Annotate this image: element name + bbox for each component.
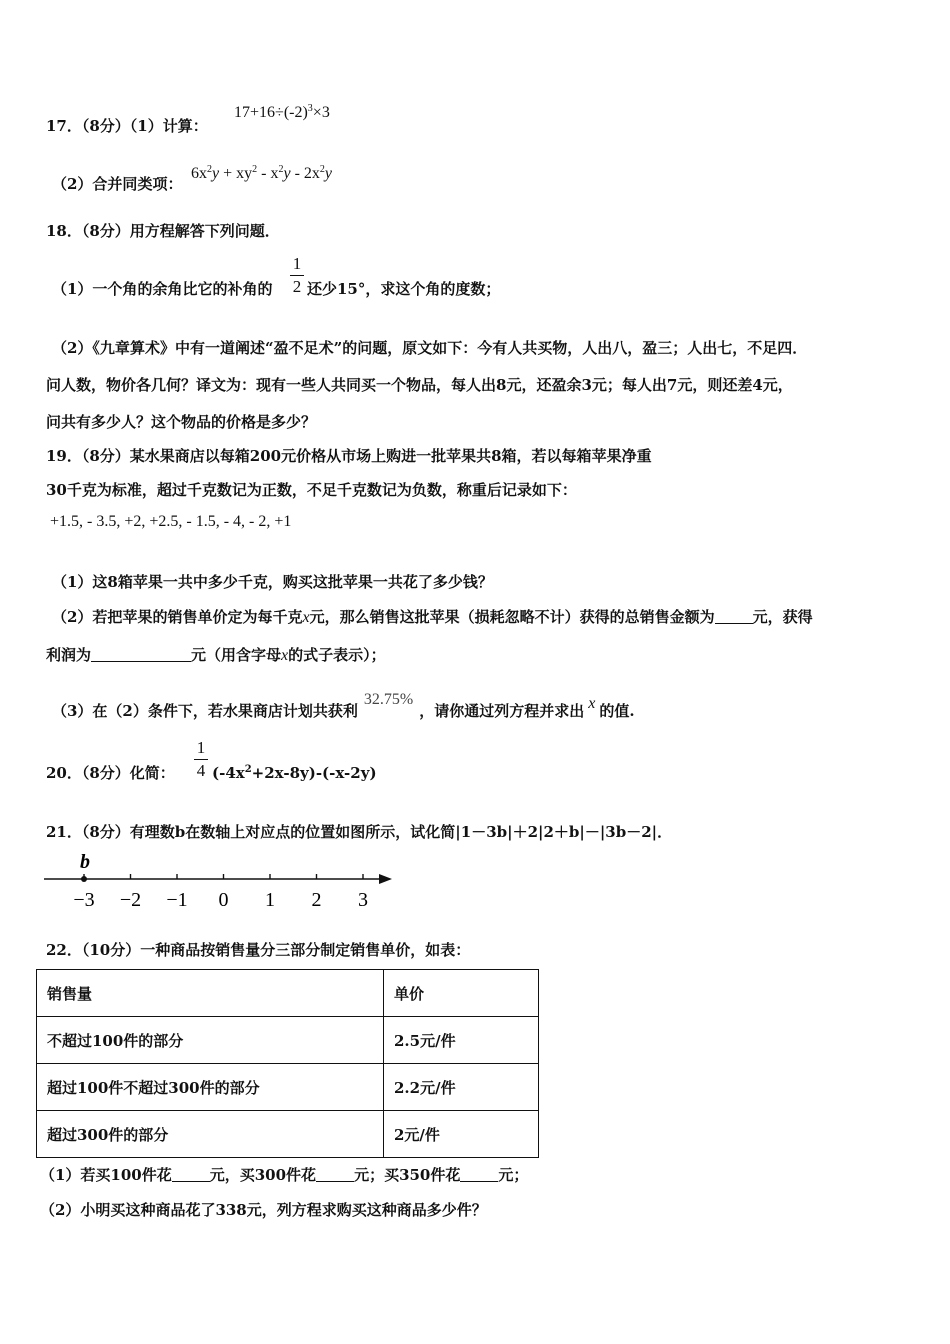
q19-part2-line1: （2）若把苹果的销售单价定为每千克x元，那么销售这批苹果（损耗忽略不计）获得的总销售金额为 元，获得 [52,608,813,626]
point-b [81,876,87,882]
q22-part1: （1）若买100件花 元，买300件花 元；买350件花 元； [40,1166,529,1184]
table-row [37,1111,539,1158]
answer-blank-350[interactable] [460,1167,498,1182]
answer-blank-100[interactable] [172,1167,210,1182]
tick-label: 0 [218,889,229,911]
header-cell-quantity: 销售量 [37,970,384,1017]
table-row [37,1064,539,1111]
q17-expression-1: $17+16\div(-2)^3\times 3$ [234,103,330,121]
number-line [40,846,440,916]
table-cell: 2元/件 [384,1111,539,1158]
q19-part1: （1）这8箱苹果一共中多少千克，购买这批苹果一共花了多少钱？ [52,573,493,591]
q18-part2-line2: 问人数，物价各几何？译文为：现有一些人共同买一个物品，每人出8元，还盈余3元；每人出7元，则还差4元， [46,376,793,394]
q20-frac-denominator: 4 [196,761,206,780]
variable-x: x [588,695,596,712]
price-table [36,969,539,1158]
q20-header: 20．（8分）化简： [46,764,175,782]
variable-x: x [281,647,289,664]
tick-label: −2 [119,889,142,911]
q18-part2-line3: 问共有多少人？这个物品的价格是多少？ [46,413,317,431]
q18-header: 18．（8分）用方程解答下列问题． [46,222,280,240]
q21-header: 21．（8分）有理数b在数轴上对应点的位置如图所示，试化简|1－3b|＋2|2＋b|－|3b－2|． [46,823,673,841]
tick-label: −1 [166,889,188,911]
q17-expression-2: $6x^2y + xy^2 - x^2y - 2x^2y$ [191,164,333,182]
tick-label: 2 [311,889,322,911]
q17-part2-label: （2）合并同类项： [52,175,183,193]
q19-part2-line2: 利润为 元（用含字母x的式子表示）； [46,646,386,664]
q18-frac-denominator: 2 [292,277,302,296]
point-b-label: b [80,851,90,873]
tick-label: −3 [73,889,95,911]
q18-fraction [290,255,304,296]
table-cell: 2.5元/件 [384,1017,539,1064]
q20-expression: $(-4x^2+2x-8y)-(-x-2y)$ [212,764,377,782]
q17-header: 17．（8分）（1）计算： [46,117,208,135]
q19-part3: （3）在（2）条件下，若水果商店计划共获利32.75%，请你通过列方程并求出 x 的值. [52,691,635,720]
answer-blank-300[interactable] [316,1167,354,1182]
answer-blank-profit[interactable] [91,647,191,662]
q20-frac-bar [194,759,208,760]
header-cell-price: 单价 [384,970,539,1017]
q18-part2-line1: （2）《九章算术》中有一道阐述“盈不足术”的问题，原文如下：今有人共买物，人出八，盈三；人出七，不足四． [52,339,808,357]
q19-data: +1.5, - 3.5, +2, +2.5, - 1.5, - 4, - 2, +1 [50,513,292,530]
q22-part2: （2）小明买这种商品花了338元，列方程求购买这种商品多少件？ [40,1201,487,1219]
table-cell: 超过100件不超过300件的部分 [37,1064,384,1111]
q19-percent: 32.75% [363,691,414,708]
tick-label: 3 [358,889,368,911]
q17-line1 [46,116,208,136]
axis-arrow [379,874,392,884]
answer-blank-sales[interactable] [715,609,753,624]
tick-label: 1 [265,889,275,911]
table-row [37,1017,539,1064]
table-cell: 超过300件的部分 [37,1111,384,1158]
table-cell: 2.2元/件 [384,1064,539,1111]
table-cell: 不超过100件的部分 [37,1017,384,1064]
q18-frac-bar [290,275,304,276]
q19-line1: 19．（8分）某水果商店以每箱200元价格从市场上购进一批苹果共8箱，若以每箱苹果净重 [46,447,652,465]
q18-part1-after: 还少15°，求这个角的度数； [307,280,501,298]
q20-fraction [194,739,208,780]
variable-x: x [302,609,310,626]
q20-frac-numerator: 1 [196,738,206,757]
table-header-row [37,970,539,1017]
q18-part1-before: （1）一个角的余角比它的补角的 [52,280,273,298]
q18-frac-numerator: 1 [292,254,302,273]
q22-header: 22．（10分）一种商品按销售量分三部分制定销售单价，如表： [46,941,471,959]
q19-line2: 30千克为标准，超过千克数记为正数，不足千克数记为负数，称重后记录如下： [46,481,577,499]
